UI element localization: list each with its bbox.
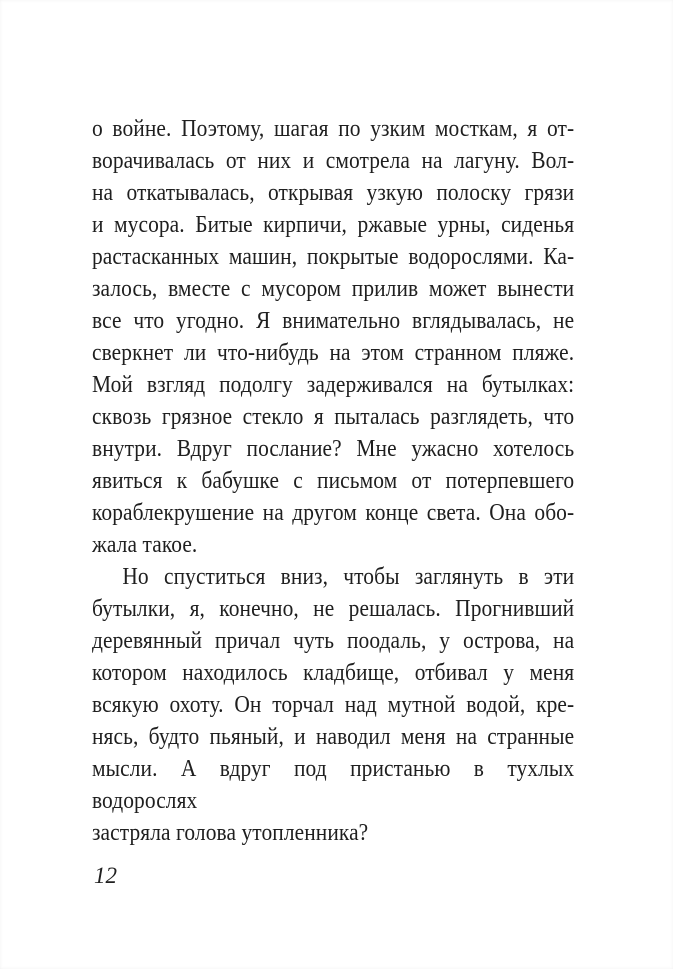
text-line: Но спуститься вниз, чтобы заглянуть в эти — [122, 564, 575, 590]
text-line: и мусора. Битые кирпичи, ржавые урны, сиденья — [92, 212, 575, 238]
text-line: сверкнет ли что-нибудь на этом странном пляже. — [92, 340, 575, 366]
text-line: бутылки, я, конечно, не решалась. Прогнивший — [92, 596, 575, 622]
text-line: нясь, будто пьяный, и наводил меня на странные — [92, 724, 575, 750]
text-line: о войне. Поэтому, шагая по узким мосткам, я от- — [92, 116, 575, 142]
text-line: застряла голова утопленника? — [92, 820, 369, 846]
text-line: всякую охоту. Он торчал над мутной водой, кре- — [92, 692, 575, 718]
text-line: растасканных машин, покрытые водорослями. Ка- — [92, 244, 575, 270]
text-line: ворачивалась от них и смотрела на лагуну. Вол- — [92, 148, 575, 174]
text-line: все что угодно. Я внимательно вглядывалась, не — [92, 308, 575, 334]
text-line: котором находилось кладбище, отбивал у меня — [92, 660, 575, 686]
text-line: внутри. Вдруг послание? Мне ужасно хотелось — [92, 436, 575, 462]
text-line: сквозь грязное стекло я пыталась разглядеть, что — [92, 404, 575, 430]
text-line: деревянный причал чуть поодаль, у острова, на — [92, 628, 575, 654]
text-line: Мой взгляд подолгу задерживался на бутылках: — [92, 372, 575, 398]
text-line: кораблекрушение на другом конце света. Она обо- — [92, 500, 575, 526]
text-line: жала такое. — [92, 532, 198, 558]
text-block — [92, 113, 574, 849]
text-line: на откатывалась, открывая узкую полоску грязи — [92, 180, 575, 206]
text-line: мысли. А вдруг под пристанью в тухлых водорослях — [92, 756, 575, 814]
page-number: 12 — [94, 863, 117, 888]
paragraph — [92, 561, 574, 849]
text-line: явиться к бабушке с письмом от потерпевшего — [92, 468, 575, 494]
paragraph — [92, 113, 574, 561]
text-line: залось, вместе с мусором прилив может вынести — [92, 276, 575, 302]
